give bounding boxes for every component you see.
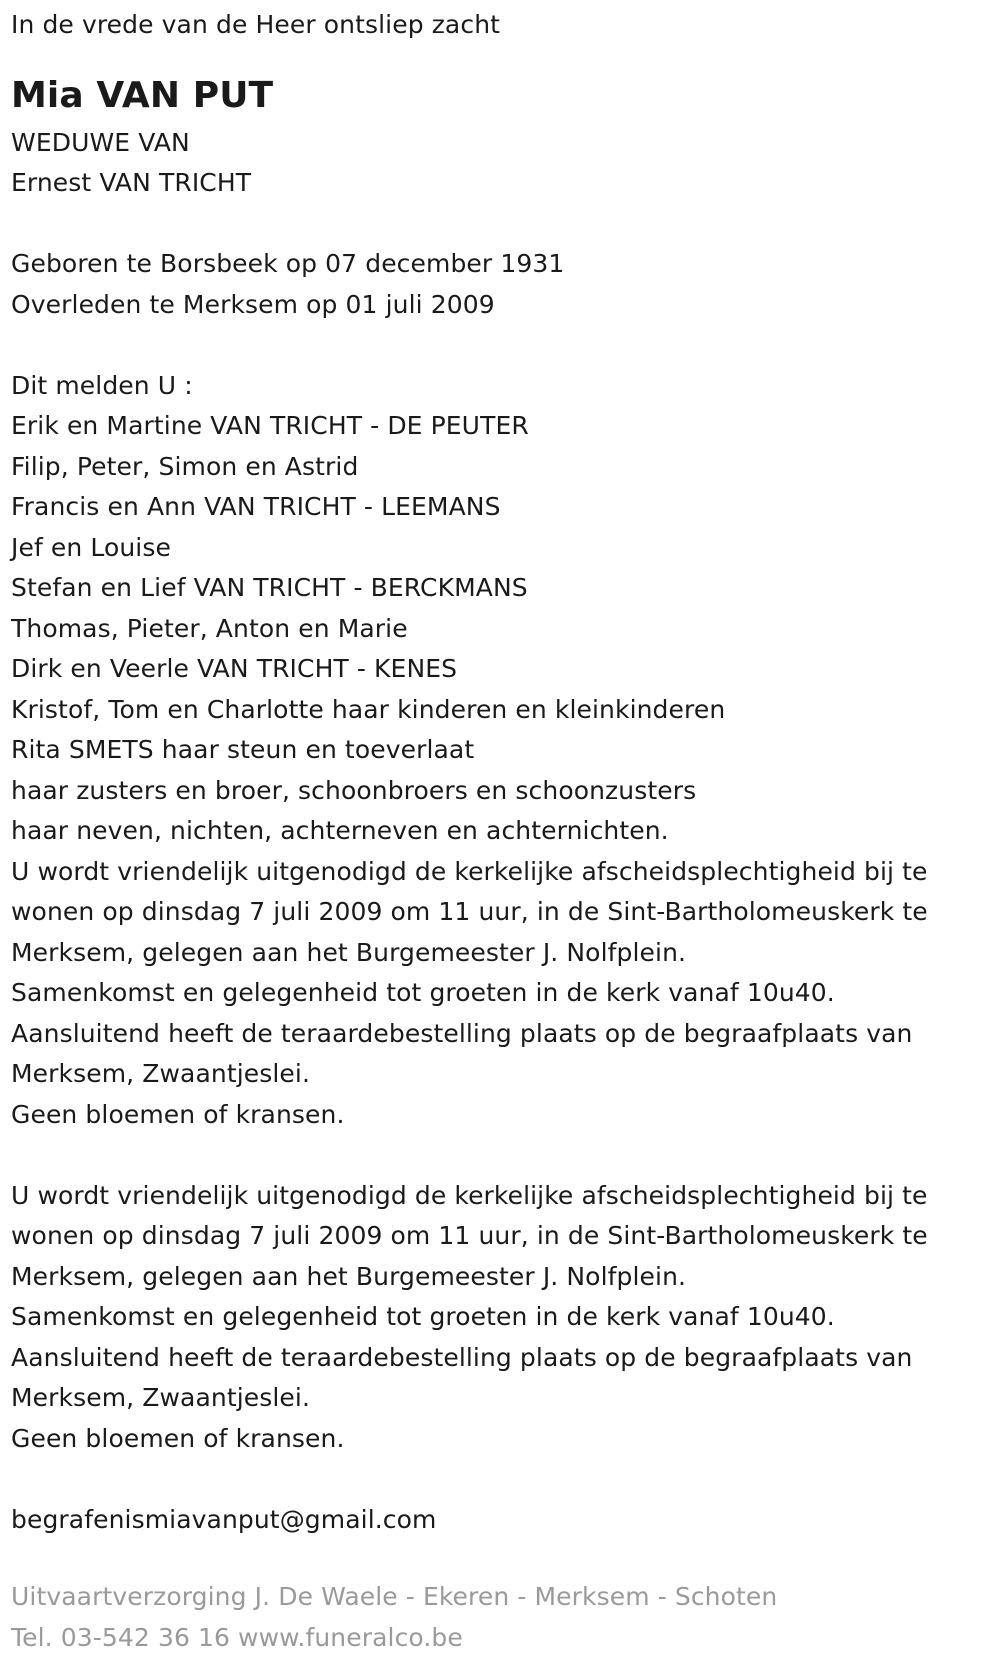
spacer [11,325,991,366]
ceremony-line: U wordt vriendelijk uitgenodigd de kerkelijke afscheidsplechtigheid bij te [11,856,928,886]
ceremony-line: Merksem, Zwaantjeslei. [11,1383,310,1412]
ceremony-details [11,852,991,1136]
family-list [11,406,991,852]
birth-info: Geboren te Borsbeek op 07 december 1931 [11,249,565,278]
ceremony-line: Samenkomst en gelegenheid tot groeten in de kerk vanaf 10u40. [11,978,835,1007]
family-line: Francis en Ann VAN TRICHT - LEEMANS [11,492,501,521]
ceremony-line: Samenkomst en gelegenheid tot groeten in de kerk vanaf 10u40. [11,1302,835,1331]
spacer [11,204,991,245]
spacer [11,1459,991,1500]
family-line: Dirk en Veerle VAN TRICHT - KENES [11,654,458,683]
family-line: Kristof, Tom en Charlotte haar kinderen en kleinkinderen [11,694,726,724]
ceremony-line: Merksem, gelegen aan het Burgemeester J. Nolfplein. [11,937,687,967]
family-line: Stefan en Lief VAN TRICHT - BERCKMANS [11,573,528,602]
funeral-director-footer [11,1577,991,1658]
intro-text: In de vrede van de Heer ontsliep zacht [11,10,501,39]
family-line: Thomas, Pieter, Anton en Marie [11,613,408,643]
announce-label: Dit melden U : [11,370,193,400]
footer-company: Uitvaartverzorging J. De Waele - Ekeren - Merksem - Schoten [11,1582,778,1611]
ceremony-line: wonen op dinsdag 7 juli 2009 om 11 uur, in de Sint-Bartholomeuskerk te [11,897,928,926]
ceremony-line: Geen bloemen of kransen. [11,1423,345,1453]
family-line: Filip, Peter, Simon en Astrid [11,451,359,481]
obituary-notice [11,0,991,1658]
ceremony-line: Aansluitend heeft de teraardebestelling plaats op de begraafplaats van [11,1342,913,1372]
family-line: Erik en Martine VAN TRICHT - DE PEUTER [11,411,529,440]
spouse-name: Ernest VAN TRICHT [11,168,252,197]
ceremony-line: Geen bloemen of kransen. [11,1099,345,1129]
ceremony-line: Merksem, gelegen aan het Burgemeester J. Nolfplein. [11,1261,687,1291]
footer-contact: Tel. 03-542 36 16 www.funeralco.be [11,1622,463,1652]
family-line: haar zusters en broer, schoonbroers en schoonzusters [11,775,697,805]
family-line: Rita SMETS haar steun en toeverlaat [11,735,475,764]
ceremony-line: U wordt vriendelijk uitgenodigd de kerkelijke afscheidsplechtigheid bij te [11,1180,928,1210]
ceremony-line: Aansluitend heeft de teraardebestelling plaats op de begraafplaats van [11,1018,913,1048]
widow-label: WEDUWE VAN [11,127,190,157]
ceremony-details-repeat [11,1176,991,1460]
email-address: begrafenismiavanput@gmail.com [11,1504,437,1534]
spacer [11,1540,991,1577]
family-line: haar neven, nichten, achterneven en achternichten. [11,816,669,845]
ceremony-line: Merksem, Zwaantjeslei. [11,1059,310,1088]
ceremony-line: wonen op dinsdag 7 juli 2009 om 11 uur, in de Sint-Bartholomeuskerk te [11,1221,928,1250]
family-line: Jef en Louise [11,532,171,562]
death-info: Overleden te Merksem op 01 juli 2009 [11,289,495,319]
deceased-name: Mia VAN PUT [11,74,274,116]
spacer [11,1135,991,1176]
